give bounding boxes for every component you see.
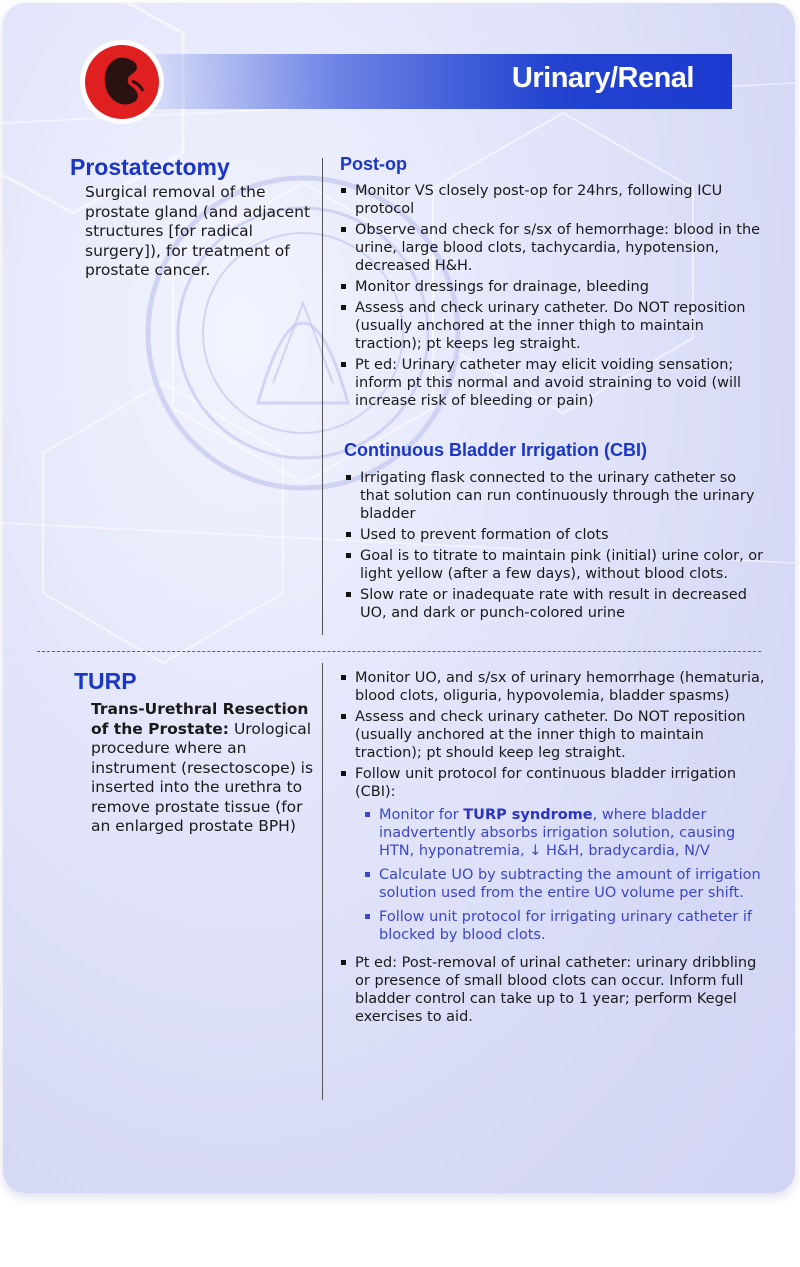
list-item <box>340 765 770 944</box>
column-divider <box>322 663 323 1100</box>
list-item: Assess and check urinary catheter. Do NOT reposition (usually anchored at the inner thigh to maintain traction); pt should keep leg straight. <box>340 708 770 762</box>
cbi-list <box>345 469 770 625</box>
turp-syndrome-term: TURP syndrome <box>463 807 593 823</box>
turp-lead: Trans-Urethral Resection of the Prostate: <box>91 700 309 738</box>
column-divider <box>322 158 323 635</box>
list-item: Used to prevent formation of clots <box>345 526 770 544</box>
cbi-sublist <box>355 806 770 944</box>
header-bar <box>121 54 732 109</box>
list-item-text: Follow unit protocol for continuous bladder irrigation (CBI): <box>355 766 737 800</box>
page-title: Urinary/Renal <box>511 62 694 94</box>
list-item: Monitor UO, and s/sx of urinary hemorrhage (hematuria, blood clots, oliguria, hypovolemia, bladder spasms) <box>340 669 770 705</box>
list-item: Monitor VS closely post-op for 24hrs, following ICU protocol <box>340 182 770 218</box>
kidney-icon <box>79 39 165 125</box>
sub-text: Monitor for <box>379 807 464 823</box>
prostatectomy-heading: Prostatectomy <box>70 154 230 180</box>
cbi-heading: Continuous Bladder Irrigation (CBI) <box>344 440 647 460</box>
section-divider <box>37 651 761 652</box>
turp-description <box>91 700 319 837</box>
list-item: Goal is to titrate to maintain pink (initial) urine color, or light yellow (after a few days), without blood clots. <box>345 547 770 583</box>
list-item: Monitor dressings for drainage, bleeding <box>340 278 770 296</box>
list-item: Pt ed: Urinary catheter may elicit voiding sensation; inform pt this normal and avoid straining to void (will increase risk of bleeding or pain) <box>340 356 770 410</box>
sub-list-item: Calculate UO by subtracting the amount of irrigation solution used from the entire UO volume per shift. <box>355 866 770 902</box>
list-item: Slow rate or inadequate rate with result in decreased UO, and dark or punch-colored urine <box>345 586 770 622</box>
sub-list-item: Follow unit protocol for irrigating urinary catheter if blocked by blood clots. <box>355 908 770 944</box>
prostatectomy-description: Surgical removal of the prostate gland (and adjacent structures [for radical surgery]), for treatment of prostate cancer. <box>85 183 311 279</box>
postop-list <box>340 182 770 413</box>
turp-heading: TURP <box>74 668 137 694</box>
postop-heading: Post-op <box>340 154 407 174</box>
list-item: Irrigating flask connected to the urinary catheter so that solution can run continuously through the urinary bladder <box>345 469 770 523</box>
turp-list <box>340 669 770 1029</box>
sub-list-item <box>355 806 770 860</box>
list-item: Observe and check for s/sx of hemorrhage: blood in the urine, large blood clots, tachycardia, hypotension, decreased H&H. <box>340 221 770 275</box>
sub-text: , where bladder inadvertently absorbs irrigation solution, causing HTN, hyponatremia, ↓ H&H, bradycardia, N/V <box>379 807 736 859</box>
turp-description-text: Urological procedure where an instrument (resectoscope) is inserted into the urethra to remove prostate tissue (for an enlarged prostate BPH) <box>91 719 314 835</box>
list-item: Pt ed: Post-removal of urinal catheter: urinary dribbling or presence of small blood clots can occur. Inform full bladder control can take up to 1 year; perform Kegel exercises to aid. <box>340 954 770 1026</box>
list-item: Assess and check urinary catheter. Do NOT reposition (usually anchored at the inner thigh to maintain traction); pt keeps leg straight. <box>340 299 770 353</box>
